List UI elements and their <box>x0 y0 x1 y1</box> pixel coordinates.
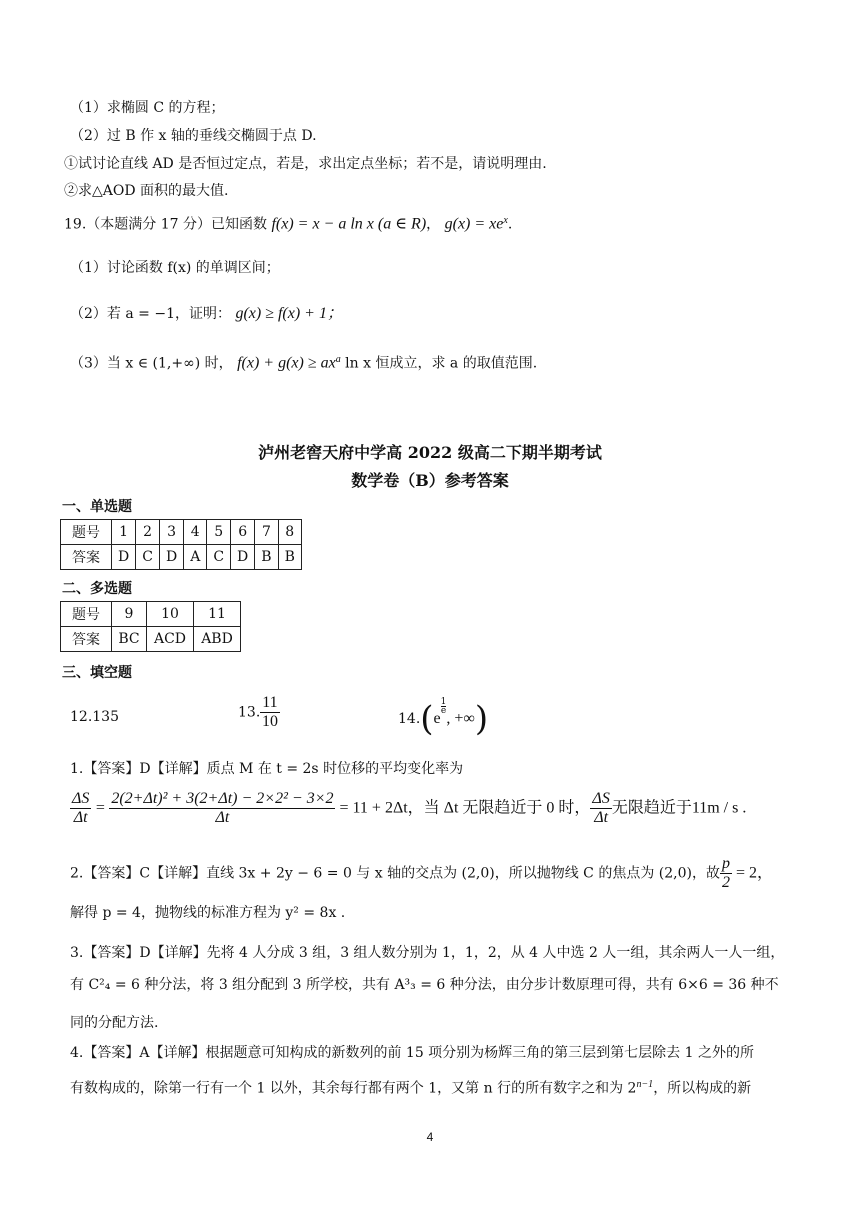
left-paren: ( <box>420 699 434 739</box>
table-row <box>61 627 241 652</box>
q19-part3 <box>70 350 537 374</box>
table-cell: ACD <box>147 627 194 652</box>
solution-4-text-end: ，所以构成的新 <box>653 1080 752 1097</box>
fraction-numerator: ΔS <box>72 790 90 807</box>
q19-part2-prefix: （2）若 a = −1，证明： <box>70 306 231 322</box>
table-cell: 8 <box>278 520 301 545</box>
q19-part3-exp: a <box>335 354 341 365</box>
q18-part1: （1）求椭圆 C 的方程； <box>70 100 225 116</box>
q18-sub2: ②求△AOD 面积的最大值. <box>64 183 229 199</box>
p-over-2-fraction <box>720 855 732 892</box>
fraction-numerator: p <box>721 855 730 872</box>
delta-fraction <box>70 790 91 827</box>
exp-denominator: e <box>440 706 447 716</box>
table-cell: B <box>278 545 301 570</box>
table-cell: D <box>231 545 255 570</box>
solution-3-line3: 同的分配方法. <box>70 1015 159 1031</box>
fill-answer-14-prefix: 14. <box>398 711 421 727</box>
difference-quotient <box>109 790 335 827</box>
solution-4-exponent: n−1 <box>636 1079 654 1090</box>
table-cell: 题号 <box>61 602 112 627</box>
multi-choice-table <box>60 601 241 652</box>
solution-2-text-end: = 2， <box>731 864 774 882</box>
table-cell: C <box>136 545 160 570</box>
q19-g-def: g(x) = xe <box>444 215 504 233</box>
solution-4-text: 有数构成的，除第一行有一个 1 以外，其余每行都有两个 1，又第 n 行的所有数字之和为 2 <box>70 1080 637 1097</box>
q19-part2 <box>70 304 343 324</box>
table-cell: B <box>255 545 278 570</box>
section-multi-choice: 二、多选题 <box>62 581 132 597</box>
q18-part2: （2）过 B 作 x 轴的垂线交椭圆于点 D. <box>70 128 317 144</box>
table-cell: 题号 <box>61 520 112 545</box>
table-cell: 1 <box>112 520 136 545</box>
solution-2-line2: 解得 p = 4，抛物线的标准方程为 y² = 8x . <box>70 905 346 921</box>
table-cell: A <box>184 545 207 570</box>
solution-1-mid: = 11 + 2Δt，当 Δt 无限趋近于 0 时， <box>335 799 591 817</box>
table-cell: 6 <box>231 520 255 545</box>
table-cell: ABD <box>194 627 241 652</box>
q19-part1: （1）讨论函数 f(x) 的单调区间； <box>70 260 280 276</box>
fill-answer-14-base: e <box>433 710 441 727</box>
fraction-denominator: 2 <box>721 874 730 891</box>
solution-1-formula: $\frac{\Delta S}{\Delta t}$ = $\frac{\text{2(2+Δt)² + 3(2+Δt) − 2×2² − 3×2}}{\Delta t}$ = 11 + 2Δt，当 Δt 无限趋近于 0 时， $\frac{\Delta S}{\Delta t}$ 无限趋近于11m / s . <box>72 790 747 826</box>
table-cell: 9 <box>112 602 147 627</box>
table-cell: 5 <box>207 520 231 545</box>
table-row <box>61 602 241 627</box>
fill-answer-13-prefix: 13. <box>238 704 261 721</box>
fraction-denominator: Δt <box>594 809 609 826</box>
delta-fraction <box>590 790 611 827</box>
q19-part2-expr: g(x) ≥ f(x) + 1； <box>235 305 343 322</box>
table-cell: BC <box>112 627 147 652</box>
q19-stem-prefix: 19.（本题满分 17 分）已知函数 <box>64 216 267 233</box>
fraction-numerator: 2(2+Δt)² + 3(2+Δt) − 2×2² − 3×2 <box>111 790 334 807</box>
answer-title: 泸州老窖天府中学高 2022 级高二下期半期考试 <box>258 443 602 462</box>
fill-answer-14-tail: , +∞ <box>446 710 475 727</box>
q19-f-def: f(x) = x − a ln x (a ∈ R) <box>271 215 427 233</box>
answer-subtitle: 数学卷（B）参考答案 <box>351 471 509 490</box>
table-cell: D <box>112 545 136 570</box>
q19-g-exp: x <box>503 215 508 226</box>
q18-sub1: ①试讨论直线 AD 是否恒过定点，若是，求出定点坐标；若不是，请说明理由. <box>64 156 547 172</box>
fraction-denominator: 10 <box>261 713 278 730</box>
table-row <box>61 520 302 545</box>
right-paren: ) <box>474 699 489 739</box>
table-cell: 10 <box>147 602 194 627</box>
table-cell: 答案 <box>61 627 112 652</box>
table-cell: C <box>207 545 231 570</box>
exp-numerator: 1 <box>440 697 447 707</box>
q19-part3-expr: f(x) + g(x) ≥ ax <box>237 354 336 372</box>
section-fill-blank: 三、填空题 <box>62 665 132 681</box>
table-cell: 7 <box>255 520 278 545</box>
solution-3-line1: 3.【答案】D【详解】先将 4 人分成 3 组，3 组人数分别为 1，1，2，从 4 人中选 2 人一组，其余两人一人一组， <box>70 945 785 961</box>
q19-part3-suffix: ln x 恒成立，求 a 的取值范围. <box>340 355 538 372</box>
solution-3-line2: 有 C²₄ = 6 种分法，将 3 组分配到 3 所学校，共有 A³₃ = 6 种分法，由分步计数原理可得，共有 6×6 = 36 种不 <box>70 977 779 993</box>
table-cell: 3 <box>159 520 183 545</box>
solution-1-intro: 1.【答案】D【详解】质点 M 在 t = 2s 时位移的平均变化率为 <box>70 761 464 777</box>
fill-answer-12: 12.135 <box>70 709 119 725</box>
table-row <box>61 545 302 570</box>
fill-answer-13-fraction <box>260 694 279 731</box>
q19-part3-prefix: （3）当 x ∈ (1,+∞) 时， <box>70 355 233 372</box>
single-choice-table <box>60 519 302 570</box>
fraction-numerator: 11 <box>262 694 278 711</box>
table-cell: 11 <box>194 602 241 627</box>
page-number: 4 <box>426 1130 434 1144</box>
fraction-denominator: Δt <box>73 809 88 826</box>
fraction-denominator: Δt <box>215 809 230 826</box>
table-cell: 2 <box>136 520 160 545</box>
q19-stem: 19.（本题满分 17 分）已知函数 f(x) = x − a ln x (a ∈ R)， $g(x) = xe^x$. <box>64 215 513 233</box>
table-cell: 答案 <box>61 545 112 570</box>
solution-1-end: 无限趋近于11m / s . <box>611 799 747 817</box>
table-cell: D <box>159 545 183 570</box>
fill-answer-13 <box>238 694 280 731</box>
solution-2-line1 <box>70 855 773 892</box>
fraction-numerator: ΔS <box>592 790 610 807</box>
section-single-choice: 一、单选题 <box>62 499 132 515</box>
solution-2-text: 2.【答案】C【详解】直线 3x + 2y − 6 = 0 与 x 轴的交点为 (2,0)，所以抛物线 C 的焦点为 (2,0)，故 <box>70 865 720 882</box>
table-cell: 4 <box>184 520 207 545</box>
fill-answer-14 <box>398 697 489 739</box>
solution-4-line1: 4.【答案】A【详解】根据题意可知构成的新数列的前 15 项分别为杨辉三角的第三层到第七层除去 1 之外的所 <box>70 1045 754 1061</box>
solution-4-line2 <box>70 1075 751 1099</box>
